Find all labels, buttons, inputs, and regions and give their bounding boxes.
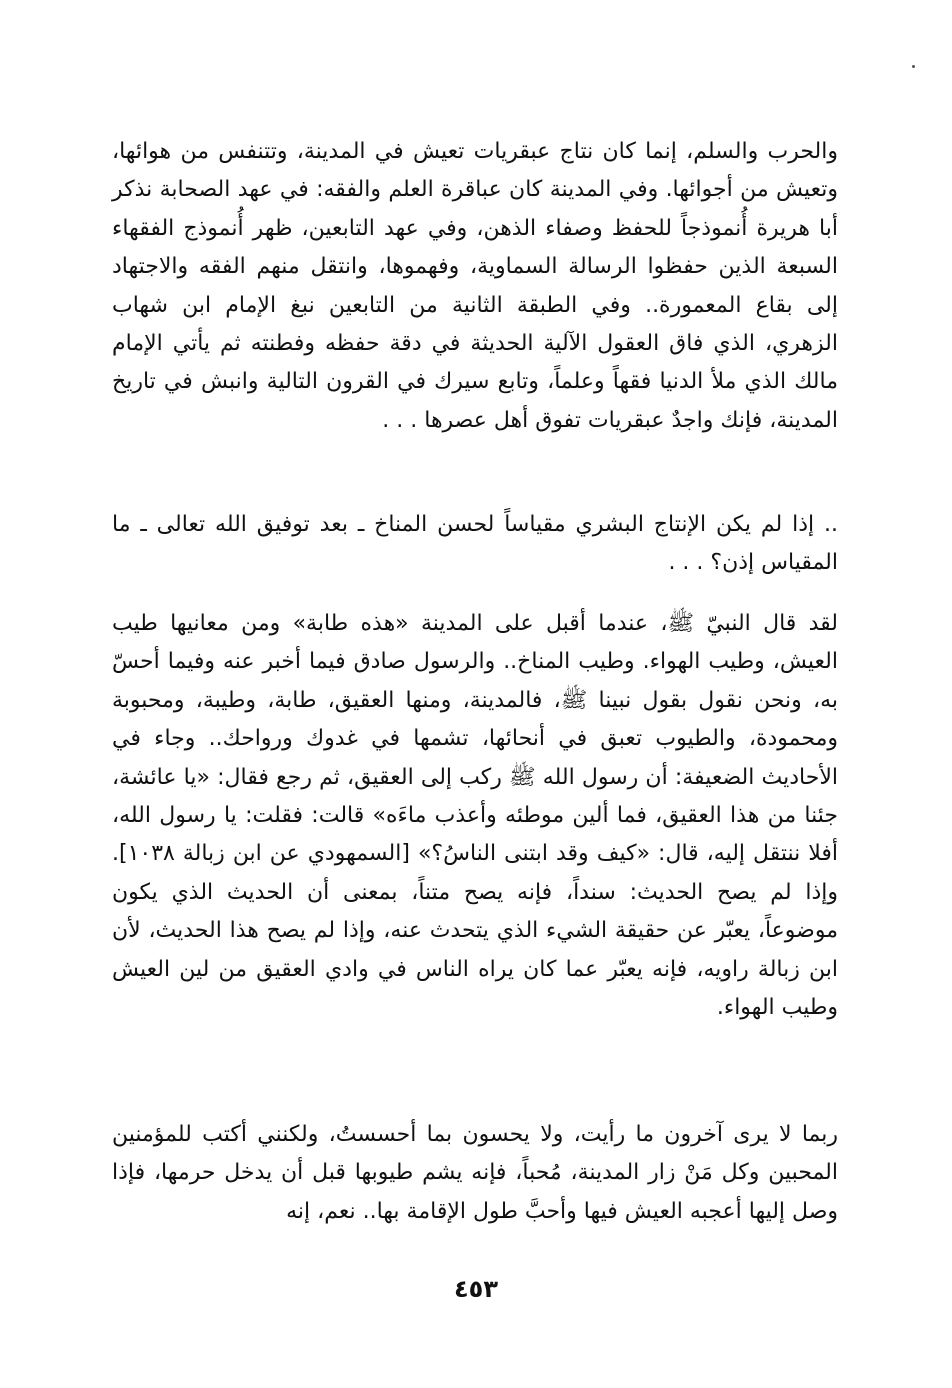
scan-speck xyxy=(912,65,915,68)
page-number: ٤٥٣ xyxy=(454,1275,498,1303)
paragraph-3: لقد قال النبيّ ﷺ، عندما أقبل على المدينة «هذه طابة» ومن معانيها طيب العيش، وطيب الهواء. وطيب المناخ.. والرسول صادق فيما أخبر عنه وفيما أحسّ به، ونحن نقول بقول نبينا ﷺ، فالمدينة، ومنها العقيق، طابة، وطيبة، ومحبوبة ومحمودة، والطيوب تعبق في أنحائها، تشمها في غدوك ورواحك.. وجاء في الأحاديث الضعيفة: أن رسول الله ﷺ ركب إلى العقيق، ثم رجع فقال: «يا عائشة، جئنا من هذا العقيق، فما ألين موطئه وأعذب ماءَه» قالت: فقلت: يا رسول الله، أفلا ننتقل إليه، قال: «كيف وقد ابتنى الناسُ؟» [السمهودي عن ابن زبالة ١٠٣٨]. وإذا لم يصح الحديث: سنداً، فإنه يصح متناً، بمعنى أن الحديث الذي يكون موضوعاً، يعبّر عن حقيقة الشيء الذي يتحدث عنه، وإذا لم يصح هذا الحديث، لأن ابن زبالة راويه، فإنه يعبّر عما كان يراه الناس في وادي العقيق من لين العيش وطيب الهواء. xyxy=(112,611,838,1021)
paragraph-4: ربما لا يرى آخرون ما رأيت، ولا يحسون بما أحسستُ، ولكنني أكتب للمؤمنين المحبين وكل مَنْ زار المدينة، مُحباً، فإنه يشم طيوبها قبل أن يدخل حرمها، فإذا وصل إليها أعجبه العيش فيها وأحبَّ طول الإقامة بها.. نعم، إنه xyxy=(112,1122,838,1224)
paragraph-1: والحرب والسلم، إنما كان نتاج عبقريات تعيش في المدينة، وتتنفس من هوائها، وتعيش من أجوائها. وفي المدينة كان عباقرة العلم والفقه: في عهد الصحابة نذكر أبا هريرة أُنموذجاً للحفظ وصفاء الذهن، وفي عهد التابعين، ظهر أُنموذج الفقهاء السبعة الذين حفظوا الرسالة السماوية، وفهموها، وانتقل منهم الفقه والاجتهاد إلى بقاع المعمورة.. وفي الطبقة الثانية من التابعين نبغ الإمام ابن شهاب الزهري، الذي فاق العقول الآلية الحديثة في دقة حفظه وفطنته ثم يأتي الإمام مالك الذي ملأ الدنيا فقهاً وعلماً، وتابع سيرك في القرون التالية وانبش في تاريخ المدينة، فإنك واجدٌ عبقريات تفوق أهل عصرها . . . xyxy=(112,139,838,433)
paragraph-2: .. إذا لم يكن الإنتاج البشري مقياساً لحسن المناخ ـ بعد توفيق الله تعالى ـ ما المقياس إذن؟ . . . xyxy=(112,512,838,576)
